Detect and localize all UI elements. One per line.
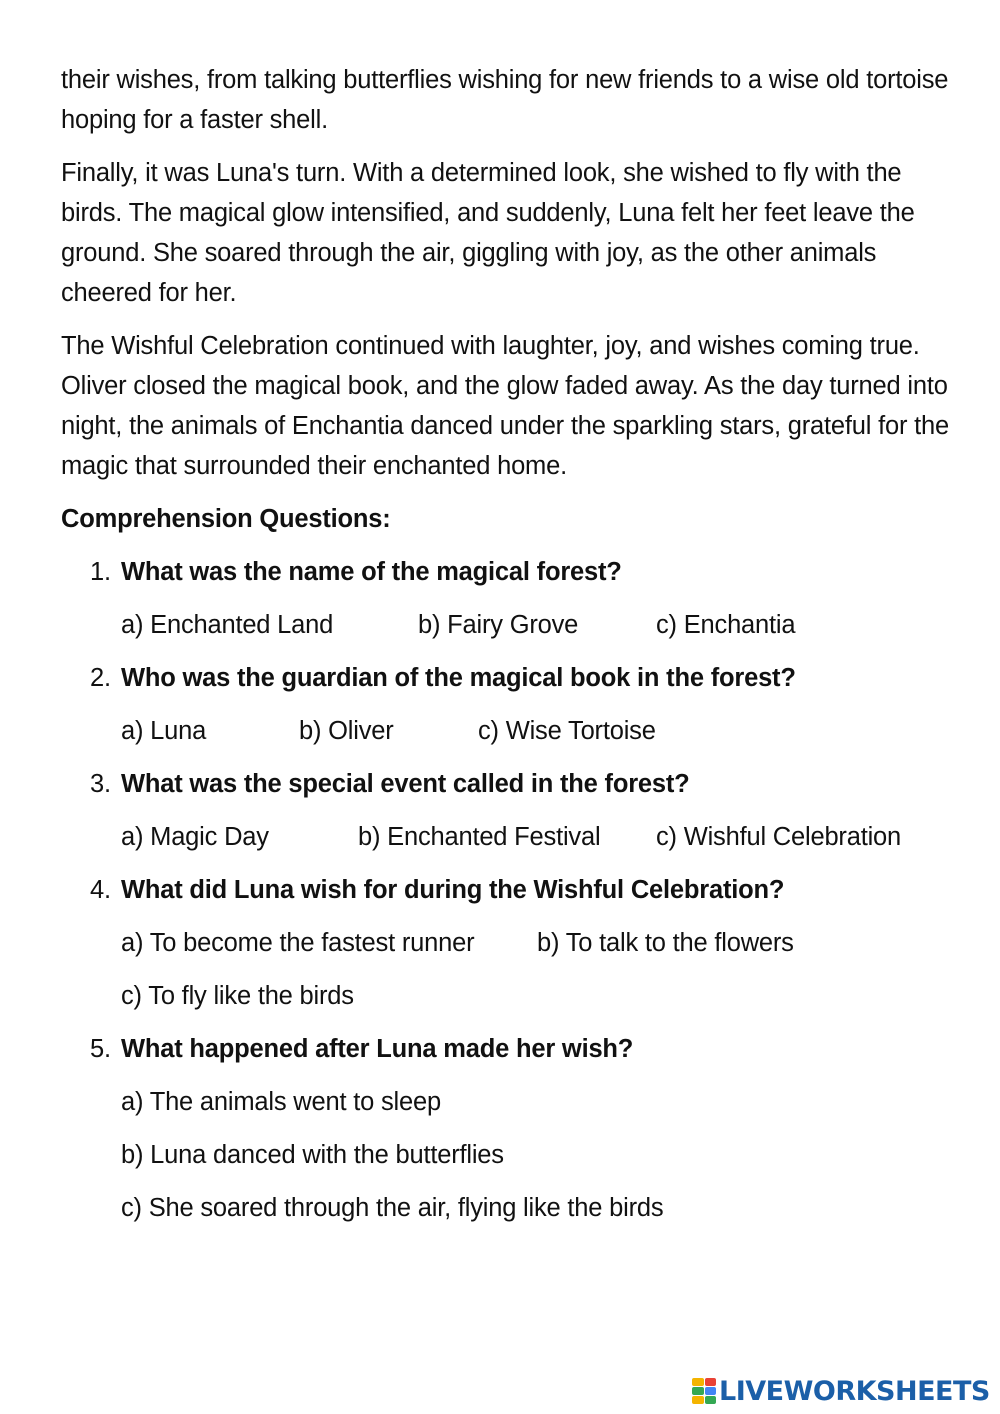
question-3-options: [61, 817, 951, 857]
question-2-options: [61, 711, 951, 751]
option-c[interactable]: c) To fly like the birds: [121, 982, 354, 1010]
option-b[interactable]: b) To talk to the flowers: [537, 929, 794, 957]
question-5: [61, 1029, 951, 1069]
question-4-options: [61, 923, 951, 963]
question-1-options: [61, 605, 951, 645]
worksheet-page: [61, 60, 951, 1241]
story-paragraph-3: The Wishful Celebration continued with laughter, joy, and wishes coming true. Oliver closed the magical book, and the glow faded away. As the day turned into night, the animals of Enchantia danced under the sparkling stars, grateful for the magic that surrounded their enchanted home.: [61, 332, 949, 480]
question-number: 4.: [90, 876, 111, 904]
option-b[interactable]: b) Fairy Grove: [418, 611, 579, 639]
option-b[interactable]: b) Luna danced with the butterflies: [121, 1141, 504, 1169]
question-number: 3.: [90, 770, 111, 798]
question-3: [61, 764, 951, 804]
liveworksheets-logo: [692, 1374, 990, 1408]
logo-tile: [705, 1378, 717, 1386]
logo-tile: [692, 1378, 704, 1386]
question-number: 1.: [90, 558, 111, 586]
question-text: Who was the guardian of the magical book in the forest?: [121, 664, 796, 692]
option-a[interactable]: a) To become the fastest runner: [121, 929, 475, 957]
option-a[interactable]: a) The animals went to sleep: [121, 1088, 441, 1116]
question-text: What happened after Luna made her wish?: [121, 1035, 634, 1063]
question-2: [61, 658, 951, 698]
option-b[interactable]: b) Oliver: [299, 717, 394, 745]
story-paragraph-2: Finally, it was Luna's turn. With a determined look, she wished to fly with the birds. The magical glow intensified, and suddenly, Luna felt her feet leave the ground. She soared through the air, giggling with joy, as the other animals cheered for her.: [61, 159, 915, 307]
logo-tile: [692, 1387, 704, 1395]
question-text: What did Luna wish for during the Wishful Celebration?: [121, 876, 785, 904]
option-c[interactable]: c) She soared through the air, flying like the birds: [121, 1194, 664, 1222]
question-number: 5.: [90, 1035, 111, 1063]
logo-tile: [692, 1396, 704, 1404]
option-a[interactable]: a) Luna: [121, 717, 207, 745]
question-number: 2.: [90, 664, 111, 692]
question-text: What was the special event called in the forest?: [121, 770, 690, 798]
logo-tile: [705, 1396, 717, 1404]
logo-tile: [705, 1387, 717, 1395]
question-1: [61, 552, 951, 592]
liveworksheets-logo-icon: [692, 1378, 716, 1404]
story-paragraph-1: their wishes, from talking butterflies wishing for new friends to a wise old tortoise hoping for a faster shell.: [61, 66, 949, 134]
option-c[interactable]: c) Wise Tortoise: [478, 717, 656, 745]
logo-text: LIVEWORKSHEETS: [719, 1375, 990, 1407]
option-c[interactable]: c) Enchantia: [656, 611, 796, 639]
option-c[interactable]: c) Wishful Celebration: [656, 823, 902, 851]
question-text: What was the name of the magical forest?: [121, 558, 622, 586]
option-b[interactable]: b) Enchanted Festival: [358, 823, 601, 851]
option-a[interactable]: a) Enchanted Land: [121, 611, 334, 639]
option-a[interactable]: a) Magic Day: [121, 823, 269, 851]
question-4: [61, 870, 951, 910]
comprehension-heading: Comprehension Questions:: [61, 505, 391, 533]
